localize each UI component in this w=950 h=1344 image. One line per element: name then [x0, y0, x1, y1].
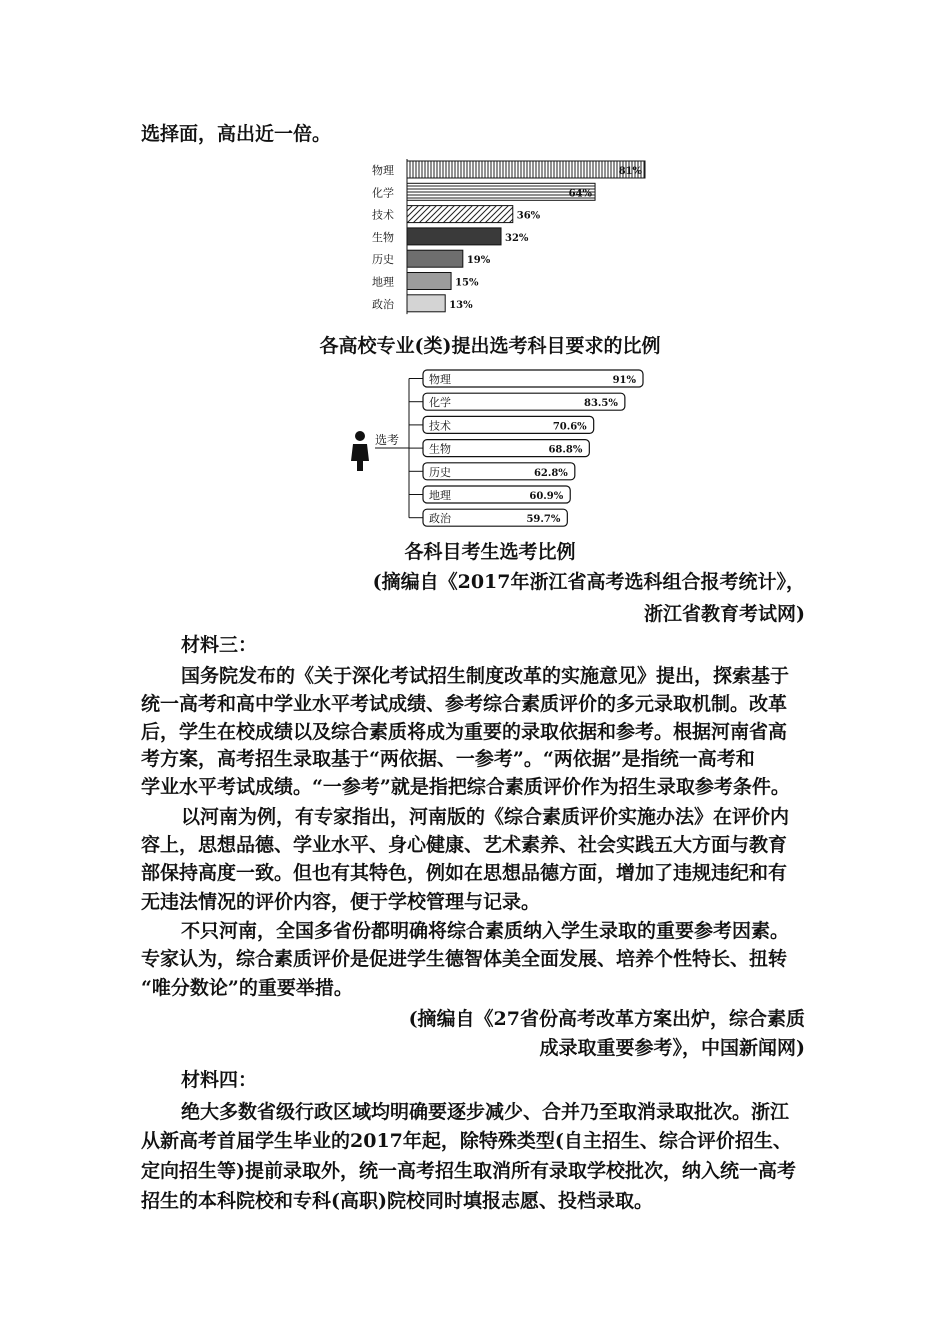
selection-ratio-chart	[345, 365, 655, 535]
chart1-bar	[407, 273, 451, 290]
requirement-bar-chart	[370, 158, 650, 318]
chart2-value-label: 62.8%	[533, 467, 568, 479]
material3-line: 以河南为例，有专家指出，河南版的《综合素质评价实施办法》在评价内	[181, 806, 790, 828]
chart1-value-label: 36%	[516, 210, 541, 222]
chart1-title: 各高校专业(类)提出选考科目要求的比例	[319, 335, 661, 357]
chart1-category-label: 历史	[372, 253, 394, 267]
student-icon	[351, 431, 369, 471]
chart1-bar	[407, 250, 463, 267]
chart2-category-label: 化学	[429, 396, 451, 410]
material3-line: “唯分数论”的重要举措。	[141, 977, 353, 999]
chart2-bar	[423, 370, 643, 387]
material3-line: 专家认为，综合素质评价是促进学生德智体美全面发展、培养个性特长、扭转	[141, 948, 788, 970]
chart1-value-label: 64%	[568, 188, 593, 200]
source2-line2: 成录取重要参考》，中国新闻网)	[539, 1037, 805, 1059]
chart1-category-label: 政治	[372, 297, 394, 311]
material4-line: 定向招生等)提前录取外，统一高考招生取消所有录取学校批次，纳入统一高考	[141, 1160, 796, 1182]
chart1-bar	[407, 228, 501, 245]
material4-line: 招生的本科院校和专科(高职)院校同时填报志愿、投档录取。	[141, 1190, 653, 1212]
chart2-value-label: 91%	[612, 375, 636, 386]
chart2-category-label: 地理	[429, 489, 451, 502]
material3-line: 统一高考和高中学业水平考试成绩、参考综合素质评价的多元录取机制。改革	[141, 693, 788, 715]
source1-line1: (摘编自《2017年浙江省高考选科组合报考统计》，	[372, 571, 805, 593]
chart1-category-label: 化学	[372, 186, 394, 200]
material3-line: 后，学生在校成绩以及综合素质将成为重要的录取依据和参考。根据河南省高	[141, 721, 788, 743]
chart2-category-label: 生物	[429, 442, 451, 456]
chart1-bar	[407, 183, 595, 200]
chart1-category-label: 物理	[372, 164, 394, 177]
chart2-value-label: 83.5%	[584, 398, 618, 410]
chart1-bar	[407, 161, 645, 178]
chart2-category-label: 物理	[429, 373, 451, 386]
chart1-value-label: 19%	[466, 255, 491, 267]
chart2-value-label: 70.6%	[552, 421, 587, 433]
chart2-value-label: 68.8%	[548, 444, 583, 456]
material4-line: 从新高考首届学生毕业的2017年起，除特殊类型(自主招生、综合评价招生、	[141, 1130, 792, 1152]
material3-line: 部保持高度一致。但也有其特色，例如在思想品德方面，增加了违规违纪和有	[141, 862, 788, 884]
chart2-value-label: 60.9%	[529, 491, 564, 502]
material4-line: 绝大多数省级行政区域均明确要逐步减少、合并乃至取消录取批次。浙江	[181, 1101, 790, 1123]
chart2-category-label: 技术	[429, 419, 451, 433]
chart1-value-label: 32%	[505, 232, 529, 244]
chart1-category-label: 地理	[372, 275, 394, 289]
chart2-category-label: 政治	[429, 512, 451, 526]
material3-line: 容上，思想品德、学业水平、身心健康、艺术素养、社会实践五大方面与教育	[141, 834, 788, 856]
chart1-bar	[407, 295, 445, 312]
chart1-value-label: 81%	[618, 166, 642, 177]
chart2-value-label: 59.7%	[526, 514, 561, 526]
chart1-category-label: 技术	[372, 208, 394, 222]
chart1-category-label: 生物	[372, 230, 394, 244]
source1-line2: 浙江省教育考试网)	[644, 603, 805, 625]
material4-heading: 材料四：	[181, 1069, 258, 1091]
chart1-bar	[407, 206, 513, 223]
material3-line: 考方案，高考招生录取基于“两依据、一参考”。“两依据”是指统一高考和	[141, 748, 755, 770]
chart2-category-label: 历史	[429, 465, 451, 479]
intro-line: 选择面，高出近一倍。	[141, 123, 332, 145]
source2-line1: (摘编自《27省份高考改革方案出炉，综合素质	[408, 1008, 805, 1030]
material3-heading: 材料三：	[181, 634, 258, 656]
chart2-root-label: 选考	[375, 433, 400, 447]
chart1-value-label: 13%	[449, 299, 473, 311]
material3-line: 学业水平考试成绩。“一参考”就是指把综合素质评价作为招生录取参考条件。	[141, 776, 790, 798]
chart2-title: 各科目考生选考比例	[404, 541, 576, 563]
material3-line: 国务院发布的《关于深化考试招生制度改革的实施意见》提出，探索基于	[181, 665, 790, 687]
material3-line: 不只河南，全国多省份都明确将综合素质纳入学生录取的重要参考因素。	[181, 920, 790, 942]
chart1-value-label: 15%	[455, 277, 479, 289]
material3-line: 无违法情况的评价内容，便于学校管理与记录。	[141, 891, 541, 913]
